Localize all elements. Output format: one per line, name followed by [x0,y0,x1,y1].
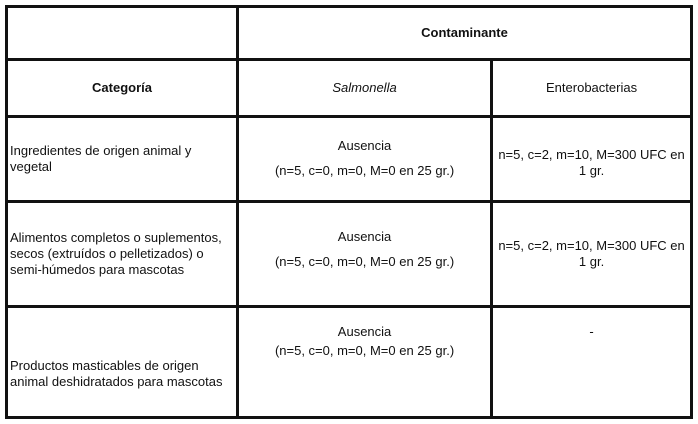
salmonella-header: Salmonella [238,60,492,117]
salmonella-result: Ausencia [337,229,392,244]
salmonella-criteria: (n=5, c=0, m=0, M=0 en 25 gr.) [274,254,455,269]
empty-header-cell [7,7,238,60]
enterobacterias-cell [492,117,692,202]
category-cell [7,202,238,307]
salmonella-result: Ausencia [337,138,392,153]
salmonella-criteria: (n=5, c=0, m=0, M=0 en 25 gr.) [274,163,455,178]
salmonella-cell [238,307,492,418]
enterobacterias-cell [492,307,692,418]
header-row-group [7,7,692,60]
category-text: Ingredientes de origen animal y vegetal [10,143,192,174]
salmonella-cell [238,117,492,202]
salmonella-result: Ausencia [337,324,392,339]
enterobacterias-value: - [589,324,594,339]
enterobacterias-cell [492,202,692,307]
salmonella-criteria: (n=5, c=0, m=0, M=0 en 25 gr.) [274,343,455,358]
categoria-header: Categoría [7,60,238,117]
contaminant-criteria-table [5,5,693,419]
enterobacterias-value: n=5, c=2, m=10, M=300 UFC en 1 gr. [498,147,685,178]
salmonella-cell [238,202,492,307]
category-text: Productos masticables de origen animal deshidratados para mascotas [10,358,223,389]
category-cell [7,307,238,418]
enterobacterias-header: Enterobacterias [492,60,692,117]
header-row-columns [7,60,692,117]
table-row [7,307,692,418]
table-row [7,117,692,202]
table-row [7,202,692,307]
contaminante-header: Contaminante [238,7,692,60]
category-cell [7,117,238,202]
category-text: Alimentos completos o suplementos, secos (extruídos o pelletizados) o semi-húmedos para mascotas [10,230,222,277]
enterobacterias-value: n=5, c=2, m=10, M=300 UFC en 1 gr. [498,238,685,269]
